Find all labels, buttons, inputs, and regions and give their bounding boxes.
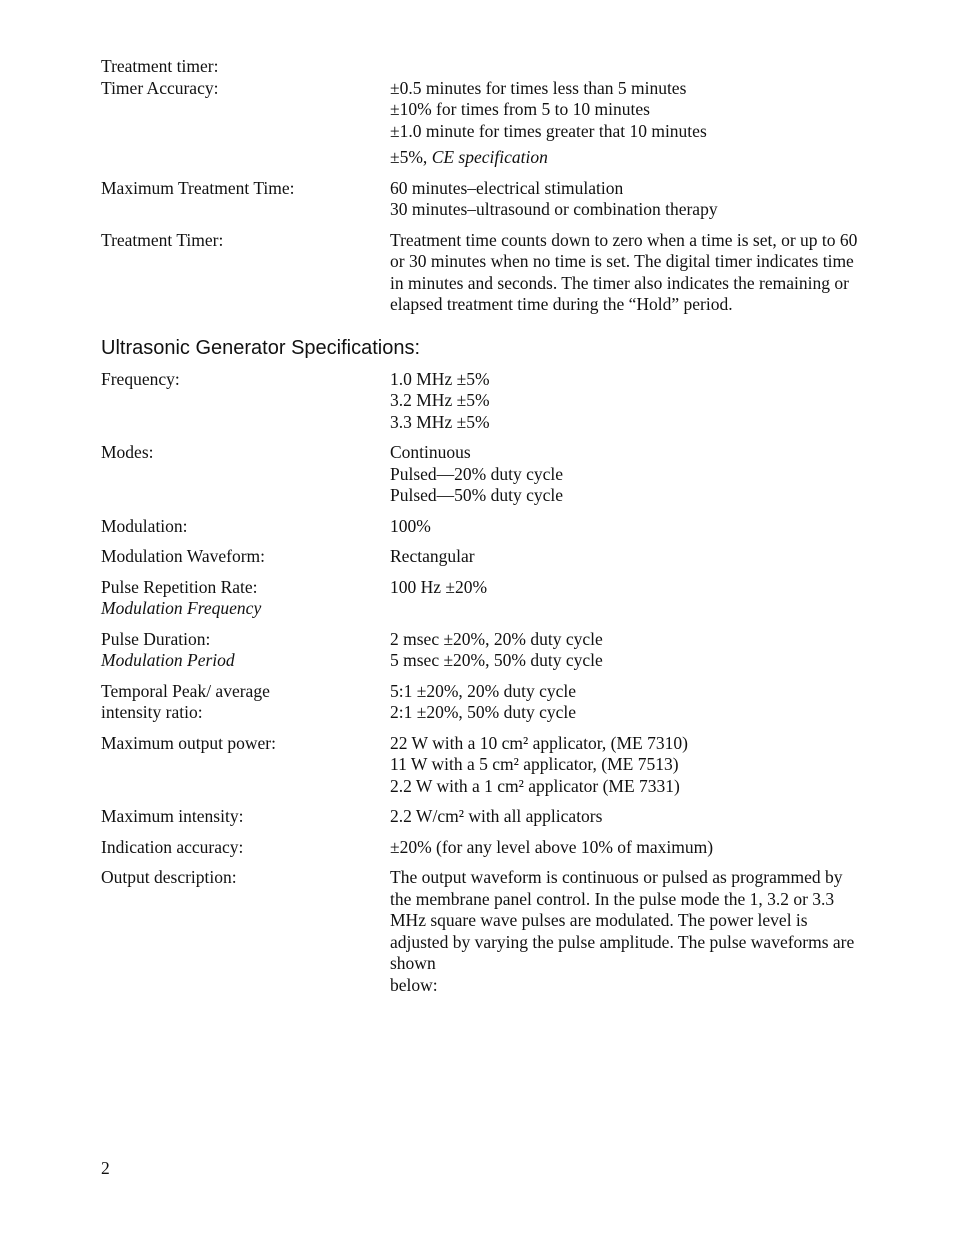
spec-value: 11 W with a 5 cm² applicator, (ME 7513) [390, 754, 679, 774]
spec-values [390, 546, 861, 568]
spec-value: 5:1 ±20%, 20% duty cycle [390, 680, 577, 701]
treatment-timer-description: Treatment time counts down to zero when a time is set, or up to 60 or 30 minutes when no time is set. The digital timer indicates time in minutes and seconds. The timer also indicates the remaining or elapsed treatment time during the “Hold” period. [390, 229, 858, 314]
timer-section-label: Treatment timer: [101, 56, 219, 76]
timer-accuracy-values [390, 78, 861, 169]
output-description-end: below: [390, 974, 438, 995]
timer-accuracy-row [101, 78, 861, 169]
spec-value: 3.2 MHz ±5% [390, 390, 490, 410]
ce-spec-text: CE specification [431, 147, 548, 167]
spec-row-frequency [101, 369, 861, 434]
spec-value: ±20% (for any level above 10% of maximum) [390, 836, 714, 857]
spec-value: 2 msec ±20%, 20% duty cycle [390, 628, 603, 649]
spec-row-modes [101, 442, 861, 507]
ultrasonic-heading: Ultrasonic Generator Specifications: [101, 336, 421, 359]
treatment-timer-row [101, 230, 861, 316]
spec-label: Output description: [101, 867, 237, 887]
spec-label-group [101, 681, 390, 724]
spec-values [390, 442, 861, 507]
spec-value: 2.2 W with a 1 cm² applicator (ME 7331) [390, 775, 680, 796]
spec-value: 5 msec ±20%, 50% duty cycle [390, 650, 603, 670]
spec-values [390, 837, 861, 859]
spec-label: Indication accuracy: [101, 836, 244, 857]
spec-values [390, 369, 861, 434]
spec-value: 3.3 MHz ±5% [390, 411, 490, 432]
spec-sublabel: Modulation Period [101, 650, 235, 670]
max-treatment-time-values [390, 178, 861, 221]
spec-row-indication-accuracy [101, 837, 861, 859]
spec-label-continued: intensity ratio: [101, 702, 203, 722]
output-description [390, 867, 861, 996]
spec-row-pulse-duration [101, 629, 861, 672]
spec-value: Continuous [390, 442, 471, 462]
spec-values [390, 733, 861, 798]
max-treatment-time-value: 60 minutes–electrical stimulation [390, 177, 624, 198]
spec-label: Maximum intensity: [101, 806, 244, 826]
ce-spec-line [390, 147, 861, 169]
spec-value: 2:1 ±20%, 50% duty cycle [390, 702, 577, 722]
spec-value: 1.0 MHz ±5% [390, 368, 490, 389]
output-description-text: The output waveform is continuous or pulsed as programmed by the membrane panel control. In the pulse mode the 1, 3.2 or 3.3 MHz square wave pulses are modulated. The power level is adjusted by varying the pulse amplitude. The pulse waveforms are shown [390, 867, 855, 973]
timer-accuracy-value: ±10% for times from 5 to 10 minutes [390, 99, 650, 119]
spec-row-temporal-peak [101, 681, 861, 724]
spec-label: Pulse Duration: [101, 628, 211, 649]
spec-label-group [101, 577, 390, 620]
spec-sublabel: Modulation Frequency [101, 598, 262, 618]
spec-value: 100% [390, 515, 431, 536]
spec-row-modulation-waveform [101, 546, 861, 568]
spec-values [390, 629, 861, 672]
spec-label: Modes: [101, 442, 154, 462]
spec-value: 100 Hz ±20% [390, 576, 488, 597]
spec-row-pulse-repetition-rate [101, 577, 861, 620]
spec-row-output-description [101, 867, 861, 996]
max-treatment-time-value: 30 minutes–ultrasound or combination therapy [390, 199, 718, 219]
spec-values [390, 806, 861, 828]
spec-label: Modulation Waveform: [101, 546, 266, 566]
max-treatment-time-label: Maximum Treatment Time: [101, 177, 295, 198]
spec-row-max-output-power [101, 733, 861, 798]
timer-accuracy-value: ±0.5 minutes for times less than 5 minutes [390, 77, 687, 98]
timer-accuracy-label: Timer Accuracy: [101, 77, 219, 98]
timer-accuracy-value: ±1.0 minute for times greater that 10 minutes [390, 120, 707, 141]
spec-values [390, 681, 861, 724]
spec-label-group [101, 629, 390, 672]
spec-values [390, 577, 861, 599]
page-number: 2 [101, 1158, 110, 1178]
spec-label: Frequency: [101, 368, 180, 389]
spec-value: Rectangular [390, 546, 475, 566]
ce-spec-prefix: ±5%, [390, 147, 432, 167]
spec-label: Temporal Peak/ average [101, 680, 270, 701]
spec-row-modulation [101, 516, 861, 538]
spec-label: Pulse Repetition Rate: [101, 576, 258, 597]
spec-values [390, 516, 861, 538]
treatment-timer-label: Treatment Timer: [101, 229, 224, 250]
spec-value: 2.2 W/cm² with all applicators [390, 806, 603, 826]
spec-value: 22 W with a 10 cm² applicator, (ME 7310) [390, 732, 688, 753]
spec-label: Maximum output power: [101, 732, 276, 753]
spec-label: Modulation: [101, 515, 188, 536]
max-treatment-time-row [101, 178, 861, 221]
document-page [101, 56, 861, 996]
spec-value: Pulsed—20% duty cycle [390, 463, 564, 484]
spec-row-max-intensity [101, 806, 861, 828]
spec-value: Pulsed—50% duty cycle [390, 485, 564, 505]
